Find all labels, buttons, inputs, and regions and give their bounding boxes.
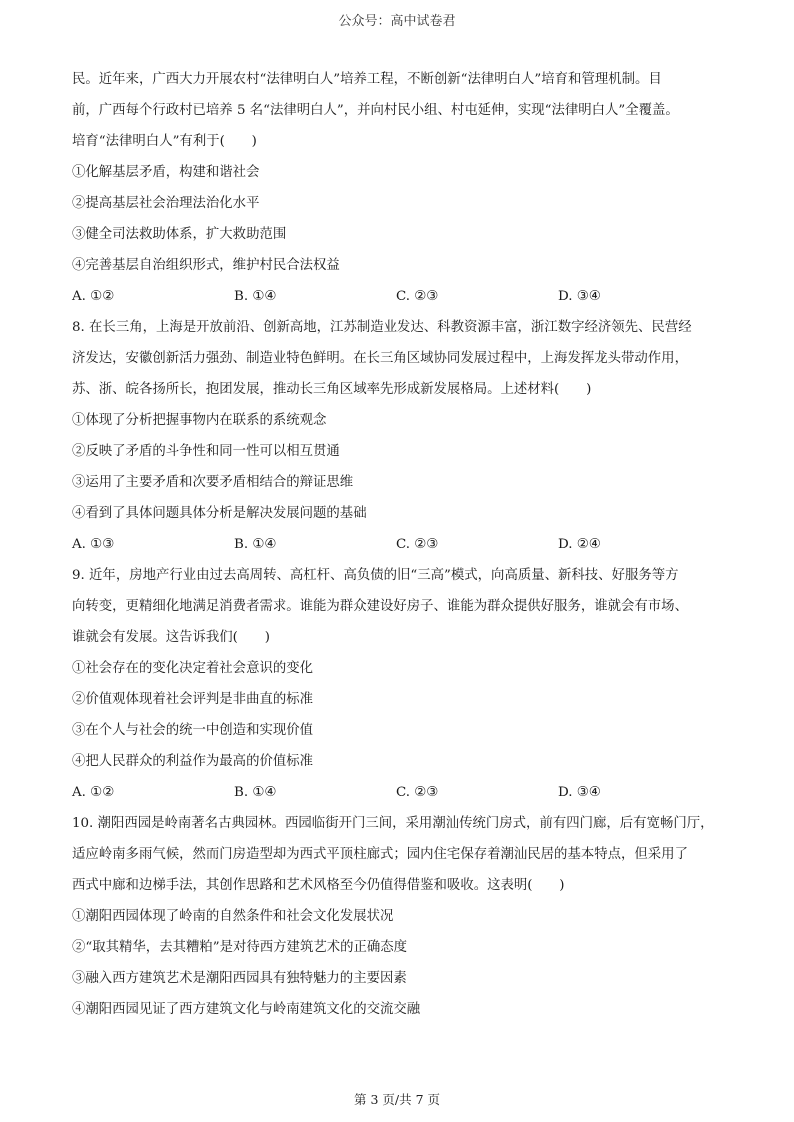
question-stem-line: 苏、浙、皖各扬所长，抱团发展，推动长三角区域率先形成新发展格局。上述材料( ) <box>72 382 592 397</box>
answer-options <box>72 777 724 808</box>
question-7 <box>72 64 724 312</box>
option-b: B. ①④ <box>234 785 277 800</box>
page-header: 公众号：高中试卷君 <box>338 14 456 29</box>
statement-item: ①社会存在的变化决定着社会意识的变化 <box>72 661 314 676</box>
question-stem-line: 前，广西每个行政村已培养 5 名“法律明白人”，并向村民小组、村屯延伸，实现“法律明白人”全覆盖。 <box>72 103 679 118</box>
statement-item: ②反映了矛盾的斗争性和同一性可以相互贯通 <box>72 444 340 459</box>
question-10 <box>72 808 724 1025</box>
statement-item: ③健全司法救助体系，扩大救助范围 <box>72 227 287 242</box>
question-stem-line: 适应岭南多雨气候，然而门房造型却为西式平顶柱廊式；园内住宅保存着潮汕民居的基本特点，但采用了 <box>72 847 688 862</box>
statement-item: ①体现了分析把握事物内在联系的系统观念 <box>72 413 327 428</box>
option-c: C. ②③ <box>396 289 439 304</box>
option-a: A. ①③ <box>72 537 115 552</box>
question-stem-line: 谁就会有发展。这告诉我们( ) <box>72 630 270 645</box>
statement-item: ②价值观体现着社会评判是非曲直的标准 <box>72 692 314 707</box>
option-b: B. ①④ <box>234 289 277 304</box>
statement-item: ②提高基层社会治理法治化水平 <box>72 196 260 211</box>
statement-item: ①潮阳西园体现了岭南的自然条件和社会文化发展状况 <box>72 909 394 924</box>
option-d: D. ③④ <box>558 785 601 800</box>
statement-item: ④完善基层自治组织形式，维护村民合法权益 <box>72 258 340 273</box>
statement-item: ①化解基层矛盾，构建和谐社会 <box>72 165 260 180</box>
question-8 <box>72 312 724 560</box>
statement-item: ③在个人与社会的统一中创造和实现价值 <box>72 723 314 738</box>
option-d: D. ③④ <box>558 289 601 304</box>
option-c: C. ②③ <box>396 537 439 552</box>
option-d: D. ②④ <box>558 537 601 552</box>
question-stem-line: 培育“法律明白人”有利于( ) <box>72 134 257 149</box>
question-stem-line: 10. 潮阳西园是岭南著名古典园林。西园临街开门三间，采用潮汕传统门房式，前有四门廊，后有宽畅门厅， <box>72 816 714 831</box>
page-number: 第 3 页/共 7 页 <box>353 1092 440 1107</box>
answer-options <box>72 281 724 312</box>
statement-item: ④潮阳西园见证了西方建筑文化与岭南建筑文化的交流交融 <box>72 1002 421 1017</box>
statement-item: ④看到了具体问题具体分析是解决发展问题的基础 <box>72 506 367 521</box>
option-a: A. ①② <box>72 785 115 800</box>
statement-item: ②“取其精华，去其糟粕”是对待西方建筑艺术的正确态度 <box>72 940 408 955</box>
statement-item: ③融入西方建筑艺术是潮阳西园具有独特魅力的主要因素 <box>72 971 407 986</box>
question-9 <box>72 560 724 808</box>
answer-options <box>72 529 724 560</box>
statement-item: ④把人民群众的利益作为最高的价值标准 <box>72 754 314 769</box>
question-stem-line: 8. 在长三角，上海是开放前沿、创新高地，江苏制造业发达、科教资源丰富，浙江数字经济领先、民营经 <box>72 320 692 335</box>
question-stem-line: 济发达，安徽创新活力强劲、制造业特色鲜明。在长三角区域协同发展过程中，上海发挥龙头带动作用， <box>72 351 688 366</box>
option-c: C. ②③ <box>396 785 439 800</box>
question-stem-line: 民。近年来，广西大力开展农村“法律明白人”培养工程，不断创新“法律明白人”培育和管理机制。目 <box>72 72 662 87</box>
question-stem-line: 向转变，更精细化地满足消费者需求。谁能为群众建设好房子、谁能为群众提供好服务，谁就会有市场、 <box>72 599 688 614</box>
question-stem-line: 9. 近年，房地产行业由过去高周转、高杠杆、高负债的旧“三高”模式，向高质量、新科技、好服务等方 <box>72 568 679 583</box>
option-a: A. ①② <box>72 289 115 304</box>
option-b: B. ①④ <box>234 537 277 552</box>
page-content <box>72 64 724 1025</box>
statement-item: ③运用了主要矛盾和次要矛盾相结合的辩证思维 <box>72 475 354 490</box>
question-stem-line: 西式中廊和边梯手法，其创作思路和艺术风格至今仍值得借鉴和吸收。这表明( ) <box>72 878 565 893</box>
